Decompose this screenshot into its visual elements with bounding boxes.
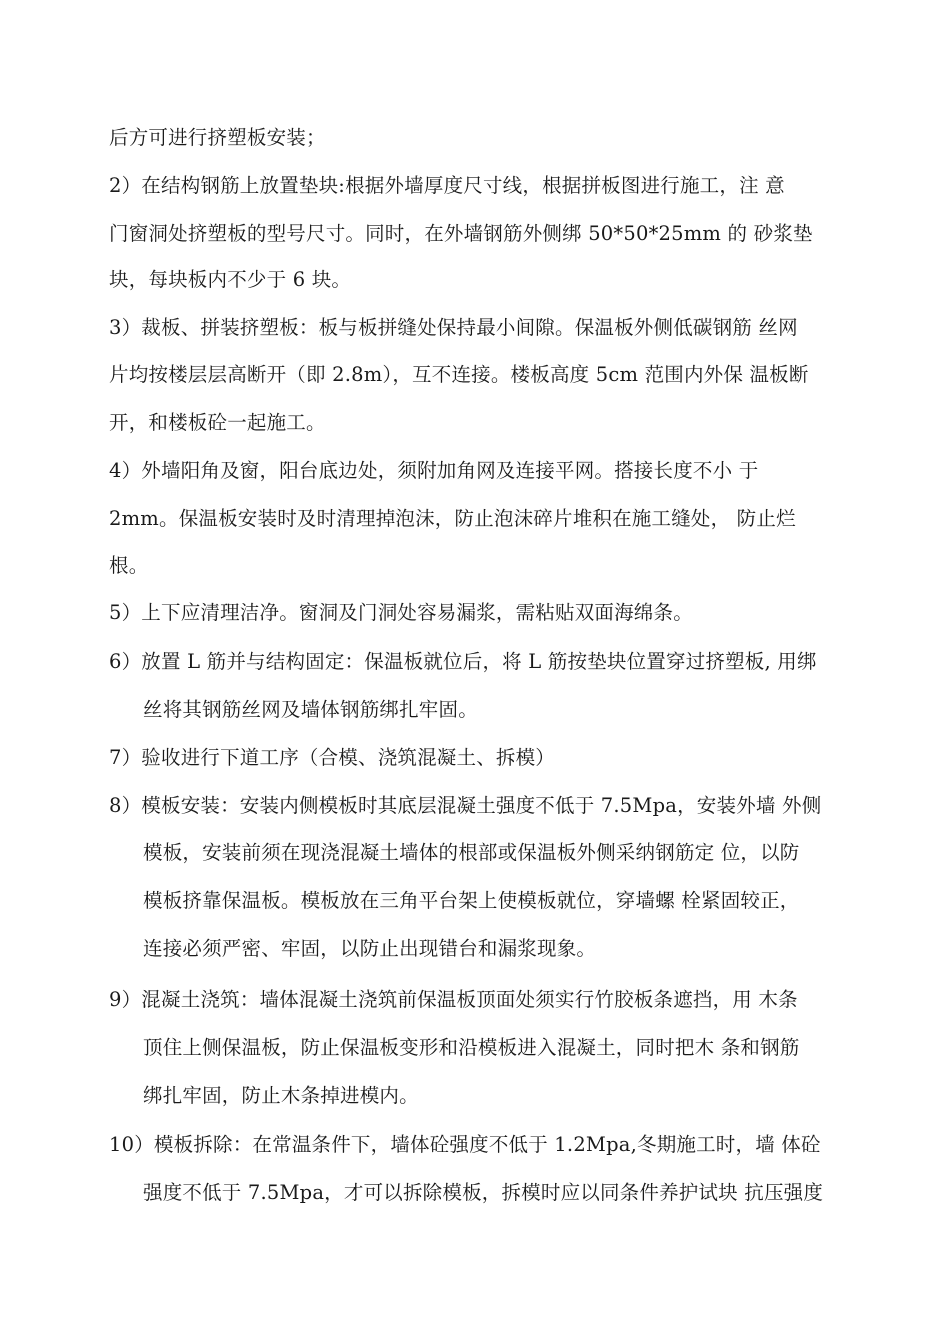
text-line: 绑扎牢固，防止木条掉进模内。: [143, 1084, 419, 1107]
text-line: 5）上下应清理洁净。窗洞及门洞处容易漏浆，需粘贴双面海绵条。: [109, 601, 693, 624]
text-line: 后方可进行挤塑板安装；: [109, 126, 326, 149]
text-line: 8）模板安装：安装内侧模板时其底层混凝土强度不低于 7.5Mpa，安装外墙 外侧: [109, 794, 822, 817]
text-line: 强度不低于 7.5Mpa，才可以拆除模板，拆模时应以同条件养护试块 抗压强度: [143, 1181, 824, 1204]
text-line: 连接必须严密、牢固，以防止出现错台和漏浆现象。: [143, 937, 597, 960]
text-line: 模板挤靠保温板。模板放在三角平台架上使模板就位，穿墙螺 栓紧固较正，: [143, 889, 800, 912]
text-line: 根。: [109, 554, 149, 577]
text-line: 2）在结构钢筋上放置垫块:根据外墙厚度尺寸线，根据拼板图进行施工，注 意: [109, 174, 785, 197]
text-line: 模板，安装前须在现浇混凝土墙体的根部或保温板外侧采纳钢筋定 位，以防: [143, 841, 800, 864]
text-line: 9）混凝土浇筑：墙体混凝土浇筑前保温板顶面处须实行竹胶板条遮挡，用 木条: [109, 988, 798, 1011]
text-line: 丝将其钢筋丝网及墙体钢筋绑扎牢固。: [143, 698, 478, 721]
text-line: 10）模板拆除：在常温条件下，墙体砼强度不低于 1.2Mpa,冬期施工时，墙 体砼: [109, 1133, 821, 1156]
text-line: 6）放置 L 筋并与结构固定：保温板就位后，将 L 筋按垫块位置穿过挤塑板, 用绑: [109, 650, 817, 673]
text-line: 7）验收进行下道工序（合模、浇筑混凝土、拆模）: [109, 746, 556, 769]
text-line: 块，每块板内不少于 6 块。: [109, 268, 352, 291]
text-line: 4）外墙阳角及窗，阳台底边处，须附加角网及连接平网。搭接长度不小 于: [109, 459, 759, 482]
text-line: 顶住上侧保温板，防止保温板变形和沿模板进入混凝土，同时把木 条和钢筋: [143, 1036, 800, 1059]
text-line: 2mm。保温板安装时及时清理掉泡沫，防止泡沫碎片堆积在施工缝处， 防止烂: [109, 507, 796, 530]
text-line: 开，和楼板砼一起施工。: [109, 411, 326, 434]
text-line: 3）裁板、拼装挤塑板：板与板拼缝处保持最小间隙。保温板外侧低碳钢筋 丝网: [109, 316, 798, 339]
text-line: 门窗洞处挤塑板的型号尺寸。同时，在外墙钢筋外侧绑 50*50*25mm 的 砂浆垫: [109, 222, 813, 245]
text-line: 片均按楼层层高断开（即 2.8m），互不连接。楼板高度 5cm 范围内外保 温板断: [109, 363, 809, 386]
